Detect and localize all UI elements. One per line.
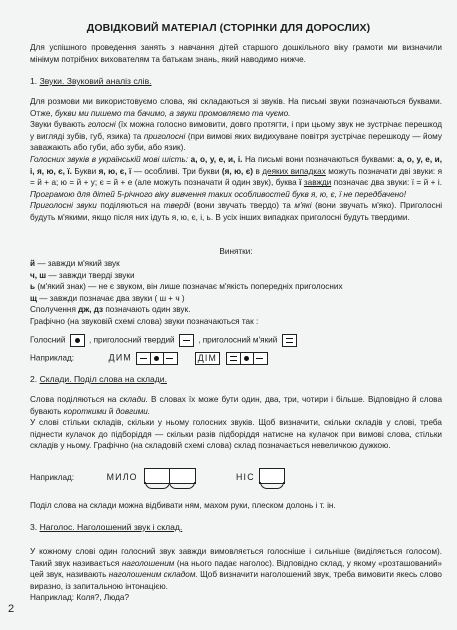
section-3-text: У кожному слові один голосний звук завжди вимовляється голосніше і сильніше (виділяється голосом). Такий звук називається наголошеним (на нього падає наголос). Відповідно склад, у якому «розташований» цей звук, називають наголошеним складом. Щоб визначити наголошений звук, треба вимовити якесь слово виразно, із запитальною інтонацією. Наприклад: Коля?, Люда?	[30, 547, 442, 603]
section-2-note: Поділ слова на склади можна відбивати ням, махом руки, плеском долонь і т. ін.	[30, 501, 336, 510]
page-number: 2	[8, 603, 15, 615]
hard-consonant-symbol	[179, 334, 194, 347]
scheme-dim	[226, 352, 268, 365]
soft-consonant-symbol	[282, 334, 297, 347]
sound-scheme-example: Наприклад: ДИМ ДІМ	[30, 352, 270, 365]
example-word-nis: НІС	[236, 472, 255, 482]
syllable-arc-1	[145, 482, 170, 489]
exceptions-list: й — завжди м'який звук ч, ш — завжди тверді звуки ь (м'який знак) — не є звуком, він лише позначає м'якість попередніх приголосних щ — завжди позначає два звуки ( ш + ч ) Сполучення дж, дз позначають один звук. Графічно (на звуковій схемі слова) звуки позначаються так :	[30, 259, 343, 326]
section-1-text: Для розмови ми використовуємо слова, які складаються зі звуків. На письмі звуки позначаються буквами. Отже, букви ми пишемо та бачимо, а звуки промовляємо та чуємо. Звуки бувають голосні (їх можна голосно вимовити, довго протягти, і при цьому звук не зустрічає перешкод у вигляді зубів, губ, язика) та приголосні (при вимові яких видихуване повітря зустрічає перешкоду — йому заважають або губи, або зуби, або язик). Голосних звуків в українській мові шість: а, о, у, е, и, і. На письмі вони позначаються буквами: а, о, у, е, и, і, я, ю, є, ї. Букви я, ю, є, ї — особливі. Три букви (я, ю, є) в деяких випадках можуть позначати дві звуки: я = й + а; ю = й + у; є = й + е (але можуть позначати й один звук), буква ї завжди позначає два звуки: ї = й + і. Програмою для дітей 5-річного віку вивчення таких особливостей букв я, ю, є, ї не передбачено! Приголосні звуки поділяються на тверді (вони звучать твердо) та м'які (вони звучать м'яко). Приголосні будуть м'якими, якщо після них ідуть я, ю, є, і, ь. В усіх інших випадках приголосні будуть твердими.	[30, 97, 443, 222]
section-1-heading: 1. Звуки. Звуковий аналіз слів.	[30, 76, 152, 86]
intro-paragraph: Для успішного проведення занять з навчання дітей старшого дошкільного віку грамоти ми визначили мінімум потрібних вихователям та батькам знань, який наводимо нижче.	[30, 43, 442, 64]
syllable-arc-2	[169, 482, 195, 489]
section-2-text: Слова поділяються на склади. В словах їх може бути один, два, три, чотири і більше. Відповідно й слова бувають короткими й довгими. У слові стільки складів, скільки у ньому голосних звуків. Щоб визначити, скільки складів у слові, треба піднести кулачок до підборіддя — скільки разів підборіддя натисне на кулачок при вимові слова, стільки складів у ньому. Графічно (на складовій схемі слова) склад позначається невеличкою дужкою.	[30, 395, 442, 451]
exceptions-title: Винятки:	[219, 247, 253, 256]
scheme-dym	[136, 352, 178, 365]
syllable-scheme-example: Наприклад: МИЛО	[30, 472, 138, 482]
section-3-heading: 3. Наголос. Наголошений звук і склад.	[30, 522, 183, 532]
sound-legend: Голосний , приголосний твердий , приголосний м'який	[30, 334, 299, 347]
syllable-arc-3	[260, 482, 284, 489]
vowel-symbol	[70, 334, 85, 347]
page-title: ДОВІДКОВИЙ МАТЕРІАЛ (СТОРІНКИ ДЛЯ ДОРОСЛИХ)	[86, 22, 371, 34]
section-2-heading: 2. Склади. Поділ слова на склади.	[30, 374, 167, 384]
